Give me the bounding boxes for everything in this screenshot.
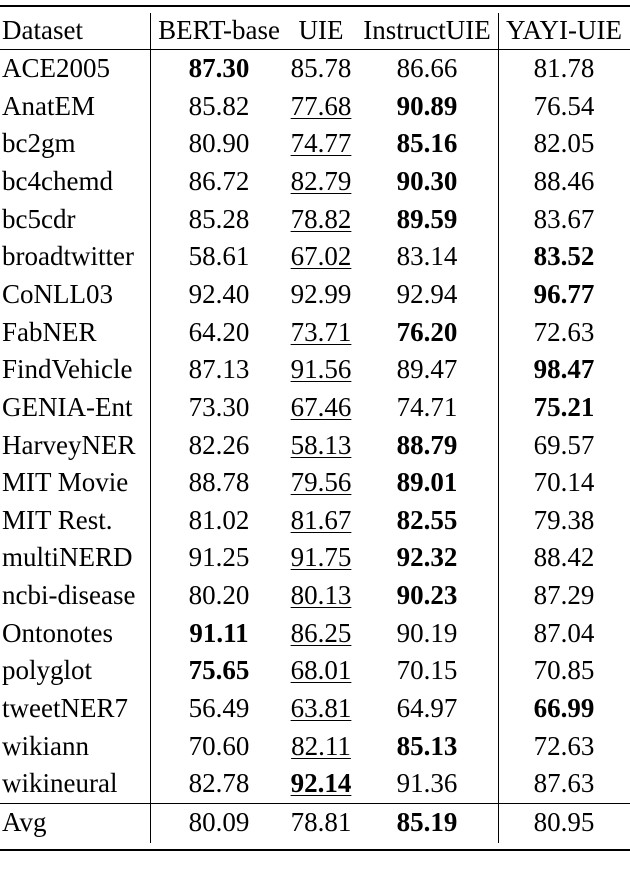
row-value-uie: 86.25: [290, 618, 352, 648]
row-value-uie: 74.77: [290, 128, 352, 158]
row-value-yayi-uie: 87.29: [533, 580, 595, 610]
row-value-uie: 63.81: [290, 693, 352, 723]
row-dataset-name: GENIA-Ent: [2, 392, 133, 422]
row-value-instructuie: 70.15: [396, 655, 458, 685]
row-value-bert-base: 56.49: [188, 693, 250, 723]
row-value-yayi-uie: 88.42: [533, 542, 595, 572]
row-value-yayi-uie: 96.77: [533, 279, 595, 309]
row-value-uie: 67.46: [290, 392, 352, 422]
row-value-bert-base: 85.82: [188, 91, 250, 121]
avg-label: Avg: [2, 807, 47, 837]
row-value-instructuie: 90.23: [396, 580, 458, 610]
row-value-yayi-uie: 76.54: [533, 91, 595, 121]
row-value-uie: 91.75: [290, 542, 352, 572]
avg-value-yayi-uie: 80.95: [533, 807, 595, 837]
row-value-bert-base: 86.72: [188, 166, 250, 196]
row-value-yayi-uie: 70.85: [533, 655, 595, 685]
row-value-uie: 92.99: [290, 279, 352, 309]
row-value-uie: 81.67: [290, 505, 352, 535]
row-value-uie: 58.13: [290, 430, 352, 460]
row-value-uie: 68.01: [290, 655, 352, 685]
row-value-uie: 67.02: [290, 241, 352, 271]
row-value-uie: 79.56: [290, 467, 352, 497]
row-value-bert-base: 87.13: [188, 354, 250, 384]
row-value-bert-base: 85.28: [188, 204, 250, 234]
row-value-bert-base: 81.02: [188, 505, 250, 535]
header-instructuie: InstructUIE: [363, 15, 491, 45]
row-dataset-name: HarveyNER: [2, 430, 136, 460]
row-value-yayi-uie: 66.99: [533, 693, 595, 723]
row-value-uie: 92.14: [290, 768, 352, 798]
row-value-bert-base: 92.40: [188, 279, 250, 309]
row-value-yayi-uie: 72.63: [533, 317, 595, 347]
row-value-instructuie: 64.97: [396, 693, 458, 723]
header-dataset: Dataset: [2, 15, 83, 45]
row-value-yayi-uie: 82.05: [533, 128, 595, 158]
header-bert-base: BERT-base: [158, 15, 280, 45]
row-dataset-name: bc4chemd: [2, 166, 113, 196]
row-value-instructuie: 82.55: [396, 505, 458, 535]
row-value-bert-base: 75.65: [188, 655, 250, 685]
row-value-yayi-uie: 98.47: [533, 354, 595, 384]
row-value-bert-base: 88.78: [188, 467, 250, 497]
row-value-bert-base: 80.90: [188, 128, 250, 158]
row-dataset-name: ncbi-disease: [2, 580, 136, 610]
row-value-instructuie: 85.16: [396, 128, 458, 158]
row-value-bert-base: 80.20: [188, 580, 250, 610]
row-dataset-name: Ontonotes: [2, 618, 113, 648]
row-dataset-name: wikineural: [2, 768, 118, 798]
row-value-uie: 78.82: [290, 204, 352, 234]
row-dataset-name: ACE2005: [2, 53, 110, 83]
row-value-yayi-uie: 72.63: [533, 731, 595, 761]
row-dataset-name: wikiann: [2, 731, 89, 761]
row-dataset-name: FabNER: [2, 317, 97, 347]
row-value-uie: 82.79: [290, 166, 352, 196]
row-value-bert-base: 91.25: [188, 542, 250, 572]
row-value-bert-base: 82.26: [188, 430, 250, 460]
row-value-instructuie: 76.20: [396, 317, 458, 347]
row-value-uie: 85.78: [290, 53, 352, 83]
row-value-yayi-uie: 70.14: [533, 467, 595, 497]
row-value-yayi-uie: 87.04: [533, 618, 595, 648]
row-value-uie: 73.71: [290, 317, 352, 347]
row-value-instructuie: 92.32: [396, 542, 458, 572]
row-value-instructuie: 85.13: [396, 731, 458, 761]
row-dataset-name: bc5cdr: [2, 204, 76, 234]
row-value-instructuie: 89.59: [396, 204, 458, 234]
row-value-instructuie: 91.36: [396, 768, 458, 798]
row-dataset-name: broadtwitter: [2, 241, 134, 271]
row-dataset-name: MIT Rest.: [2, 505, 113, 535]
row-dataset-name: multiNERD: [2, 542, 133, 572]
header-yayi-uie: YAYI-UIE: [506, 15, 622, 45]
row-value-instructuie: 90.19: [396, 618, 458, 648]
row-value-yayi-uie: 79.38: [533, 505, 595, 535]
row-value-instructuie: 74.71: [396, 392, 458, 422]
row-value-instructuie: 86.66: [396, 53, 458, 83]
row-dataset-name: tweetNER7: [2, 693, 128, 723]
row-value-bert-base: 87.30: [188, 53, 250, 83]
row-value-instructuie: 83.14: [396, 241, 458, 271]
top-rule: [0, 5, 630, 7]
row-value-instructuie: 90.30: [396, 166, 458, 196]
row-value-yayi-uie: 69.57: [533, 430, 595, 460]
row-dataset-name: polyglot: [2, 655, 93, 685]
row-value-bert-base: 73.30: [188, 392, 250, 422]
row-value-uie: 77.68: [290, 91, 352, 121]
bottom-rule: [0, 849, 630, 851]
row-value-yayi-uie: 88.46: [533, 166, 595, 196]
row-value-yayi-uie: 83.52: [533, 241, 595, 271]
row-value-yayi-uie: 75.21: [533, 392, 595, 422]
row-value-yayi-uie: 87.63: [533, 768, 595, 798]
avg-value-instructuie: 85.19: [396, 807, 458, 837]
row-value-bert-base: 58.61: [188, 241, 250, 271]
row-value-bert-base: 91.11: [189, 618, 249, 648]
row-value-instructuie: 90.89: [396, 91, 458, 121]
avg-value-uie: 78.81: [290, 807, 352, 837]
row-value-instructuie: 88.79: [396, 430, 458, 460]
row-value-bert-base: 82.78: [188, 768, 250, 798]
row-dataset-name: MIT Movie: [2, 467, 129, 497]
row-value-uie: 82.11: [291, 731, 351, 761]
row-dataset-name: AnatEM: [2, 91, 95, 121]
row-value-instructuie: 89.47: [396, 354, 458, 384]
row-value-bert-base: 70.60: [188, 731, 250, 761]
row-dataset-name: CoNLL03: [2, 279, 113, 309]
row-value-uie: 80.13: [290, 580, 352, 610]
row-value-bert-base: 64.20: [188, 317, 250, 347]
header-uie: UIE: [298, 15, 344, 45]
row-value-instructuie: 89.01: [396, 467, 458, 497]
avg-value-bert-base: 80.09: [188, 807, 250, 837]
row-dataset-name: FindVehicle: [2, 354, 133, 384]
row-dataset-name: bc2gm: [2, 128, 76, 158]
row-value-yayi-uie: 83.67: [533, 204, 595, 234]
row-value-yayi-uie: 81.78: [533, 53, 595, 83]
row-value-uie: 91.56: [290, 354, 352, 384]
row-value-instructuie: 92.94: [396, 279, 458, 309]
